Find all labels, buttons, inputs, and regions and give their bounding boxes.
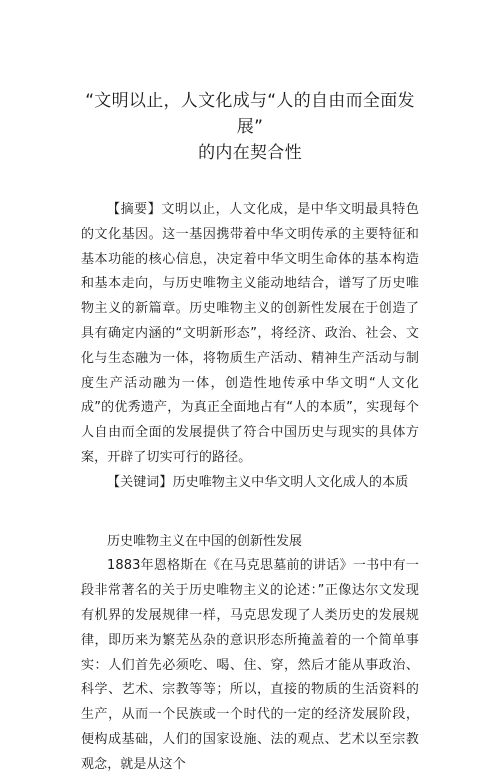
document-title [81, 88, 419, 166]
keywords-paragraph: 【关键词】历史唯物主义中华文明人文化成人的本质 [107, 474, 409, 490]
body-paragraph: 1883年恩格斯在《在马克思墓前的讲话》一书中有一段非常著名的关于历史唯物主义的论述：”正像达尔文发现有机界的发展规律一样，马克思发现了人类历史的发展规律，即历来为繁芜丛杂的意识形态所掩盖着的一个简单事实：人们首先必须吃、喝、住、穿，然后才能从事政治、科学、艺术、宗教等等；所以，直接的物质的生活资料的生产，从而一个民族或一个时代的一定的经济发展阶段，便构成基础，人们的国家设施、法的观点、艺术以至宗教观念，就是从这个 [81, 558, 419, 772]
title-line-2: 的内在契合性 [198, 143, 302, 163]
section-heading: 历史唯物主义在中国的创新性发展 [107, 533, 303, 549]
title-line-1: “文明以止，人文化成与“人的自由而全面发展” [85, 91, 415, 137]
abstract-paragraph: 【摘要】文明以止，人文化成，是中华文明最具特色的文化基因。这一基因携带着中华文明传承的主要特征和基本功能的核心信息，决定着中华文明生命体的基本构造和基本走向，与历史唯物主义能动地结合，谱写了历史唯物主义的新篇章。历史唯物主义的创新性发展在于创造了具有确定内涵的“文明新形态”，将经济、政治、社会、文化与生态融为一体，将物质生产活动、精神生产活动与制度生产活动融为一体，创造性地传承中华文明“人文化成”的优秀遗产，为真正全面地占有“人的本质”，实现每个人自由而全面的发展提供了符合中国历史与现实的具体方案，开辟了切实可行的路径。 [81, 202, 419, 465]
